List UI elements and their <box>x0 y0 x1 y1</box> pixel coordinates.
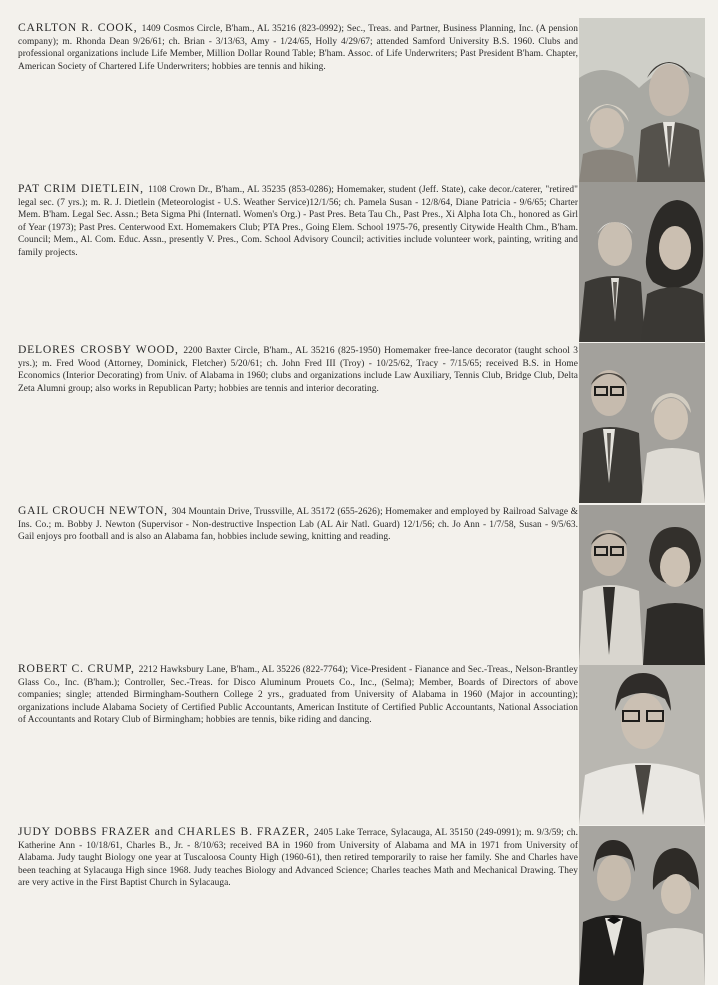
entry-text: 1409 Cosmos Circle, B'ham., AL 35216 (823-0992); Sec., Treas. and Partner, Business Planning, Inc. (A pension company); m. Rhonda Dean 9/26/61; ch. Brian - 3/13/63, Amy - 1/24/65, Holly 4/29/67; attended Samford University B.S. 1960. Clubs and professional organizations include Life Member, Million Dollar Round Table; B'ham. Assoc. of Life Underwriters; Past President B'ham. Chapter, American Society of Chartered Life Underwriters; hobbies are tennis and hiking. <box>18 24 578 72</box>
entry-newton <box>18 505 578 544</box>
entry-name: DELORES CROSBY WOOD, <box>18 343 184 356</box>
entry-frazer <box>18 826 578 890</box>
entry-text: 304 Mountain Drive, Trussville, AL 35172 (655-2626); Homemaker and employed by Railroad Salvage & Ins. Co.; m. Bobby J. Newton (Supervisor - Non-destructive Inspection Lab (AL Air Natl. Guard) 12/1/56; ch. Jo Ann - 1/7/58, Susan - 9/5/63. Gail enjoys pro football and is also an Alabama fan, hobbies include sewing, knitting and reading. <box>18 507 579 543</box>
entry-name: GAIL CROUCH NEWTON, <box>18 504 172 517</box>
photo-dietlein-couple <box>579 182 705 342</box>
entry-cook <box>18 22 578 73</box>
entry-name: CARLTON R. COOK, <box>18 21 142 34</box>
entry-text: 2405 Lake Terrace, Sylacauga, AL 35150 (249-0991); m. 9/3/59; ch. Katherine Ann - 10/18/61, Charles B., Jr. - 8/10/63; received BA in 1960 from University of Alabama and MA in 1971 from University of Alabama. Judy taught Biology one year at Tuscaloosa County High (1960-61), then retired temporarily to raise her family. She and Charles have been teaching at Sylacauga High since 1968. Judy teaches Biology and Advanced Science; Charles teaches Math and Mechanical Drawing. They are very active in the First Baptist Church in Sylacauga. <box>18 828 578 889</box>
photo-wood-couple <box>579 343 705 503</box>
entry-crump <box>18 663 578 727</box>
entry-name: JUDY DOBBS FRAZER and CHARLES B. FRAZER, <box>18 825 314 838</box>
entry-text: 2200 Baxter Circle, B'ham., AL 35216 (825-1950) Homemaker free-lance decorator (taught school 3 yrs.); m. Fred Wood (Attorney, Dominick, Fletcher) 5/20/61; ch. John Fred III (Troy) - 10/25/62, Tracy - 7/15/65; received B.S. in Home Economics (Interior Decorating) from Univ. of Alabama in 1960; clubs and organizations include Law Auxiliary, Tennis Club, Bridge Club, Delta Zeta Alumni group; also works in Republican Party; hobbies are tennis and interior decorating. <box>18 346 578 394</box>
photo-crump <box>579 665 705 825</box>
photo-cook-couple <box>579 18 705 182</box>
photo-frazer-couple <box>579 826 705 985</box>
entry-dietlein <box>18 183 578 260</box>
entry-name: PAT CRIM DIETLEIN, <box>18 182 149 195</box>
entry-text: 1108 Crown Dr., B'ham., AL 35235 (853-0286); Homemaker, student (Jeff. State), cake decor./caterer, "retired" legal sec. (7 yrs.); m. R. J. Dietlein (Meteorologist - U.S. Weather Service)12/1/56; ch. Pamela Susan - 12/8/64, Diane Patricia - 9/6/65; Charter Mem. B'ham. Legal Sec. Assn.; Beta Sigma Phi (Internatl. Women's Org.) - Past Pres. Beta Tau Ch., Past Pres., Xi Alpha Iota Ch., honored as Girl of Year (1973); Past Pres. Centerwood Ext. Homemakers Club; PTA Pres., Going Elem. School 1975-76, presently Citywide Health Chm., B'ham. Council; Mem., Al. Com. Educ. Assn., presently V. Pres., Com. School Advisory Council; activities include volunteer work, painting, writing and family projects. <box>18 185 578 258</box>
photo-newton-couple <box>579 505 705 665</box>
entry-name: ROBERT C. CRUMP, <box>18 662 139 675</box>
entry-text: 2212 Hawksbury Lane, B'ham., AL 35226 (822-7764); Vice-President - Fianance and Sec.-Treas., Nelson-Brantley Glass Co., Inc. (B'ham.); Controller, Sec.-Treas. for Disco Aluminum Prouets Co., Inc., (Selma); Member, Boards of Directors of above companies; single; attended Birmingham-Southern College 2 yrs., graduated from University of Alabama in 1960 (Major in accounting); organizations include Alabama Society of Certified Public Accountants, American Institute of Certified Public Accountants, National Association of Accountants and Rotary Club of Birmingham; hobbies are tennis, bike riding and dancing. <box>18 665 578 726</box>
entry-wood <box>18 344 578 395</box>
